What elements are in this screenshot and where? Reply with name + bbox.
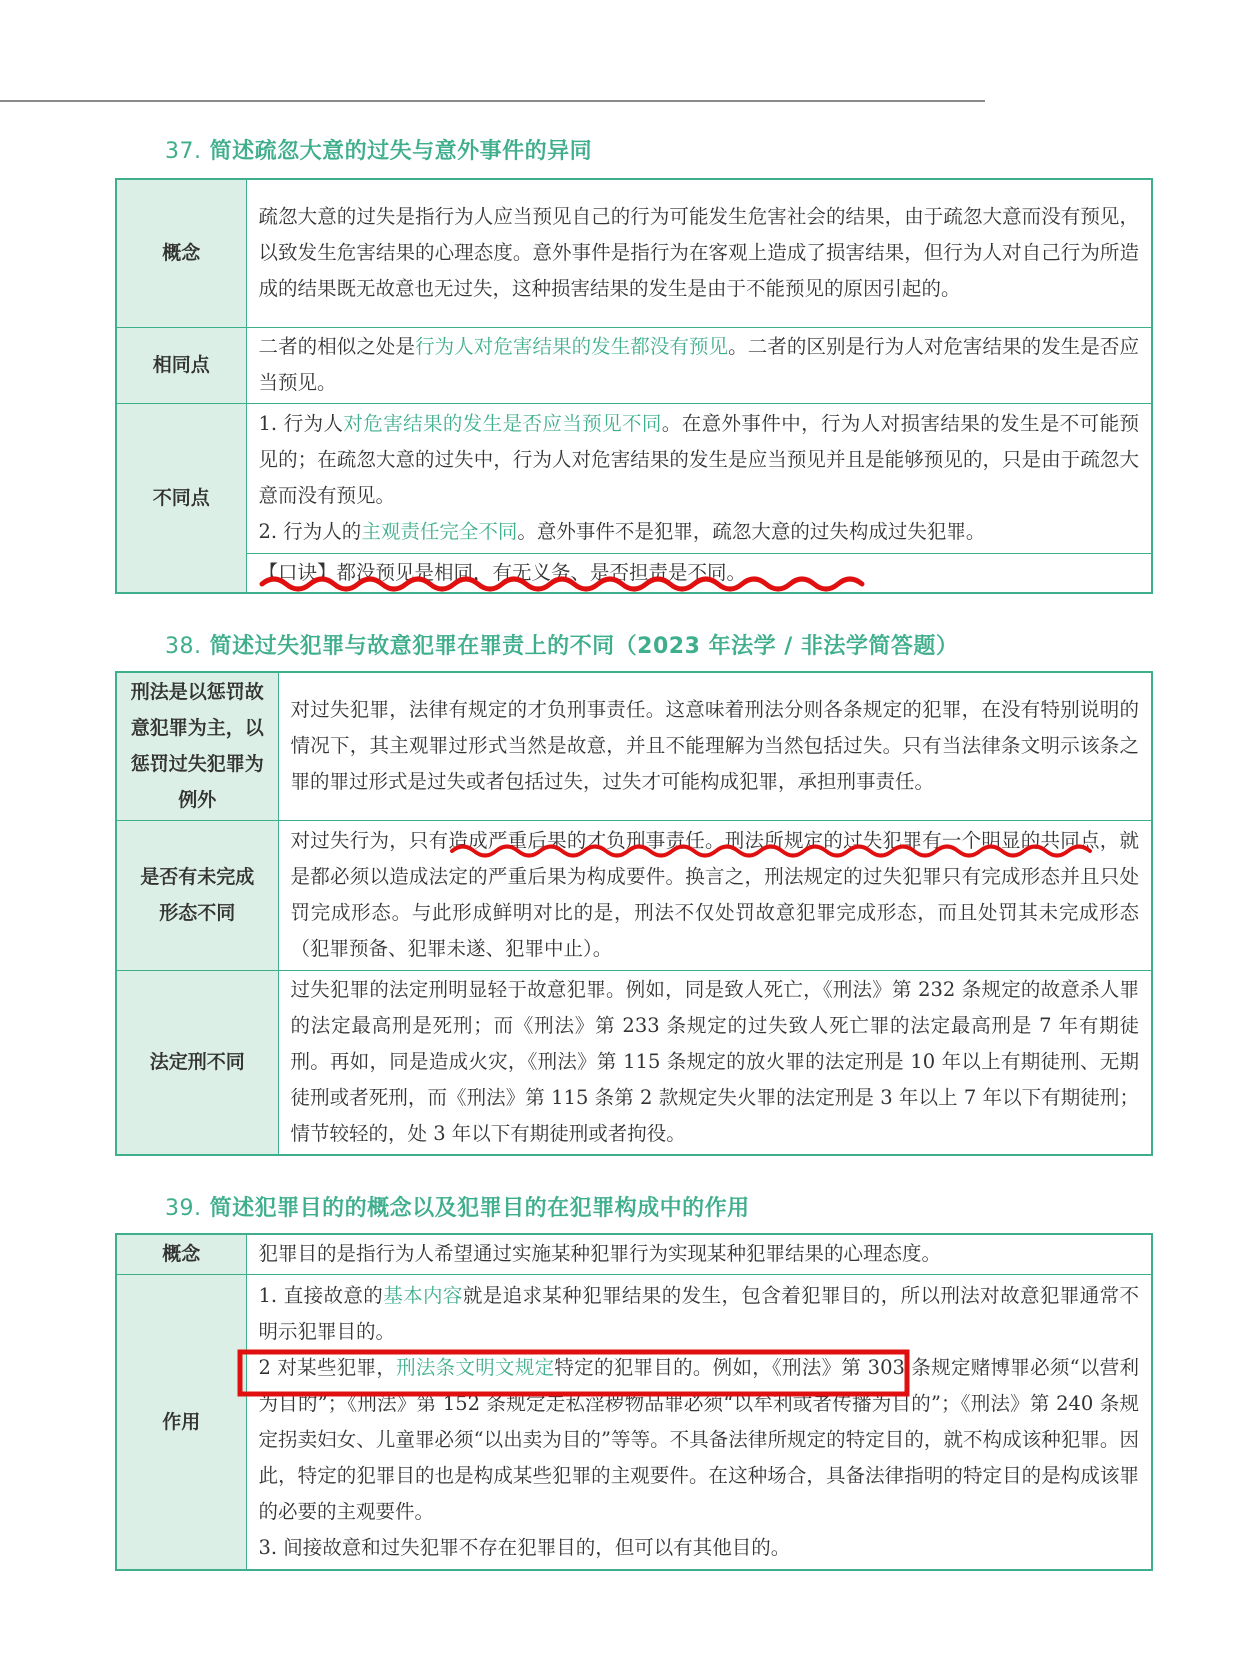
q39-title-text: 简述犯罪目的的概念以及犯罪目的在犯罪构成中的作用	[209, 1196, 750, 1221]
q39-concept-label: 概念	[116, 1234, 246, 1274]
q37-same-text	[259, 329, 1140, 401]
text-span: 就是追求某种犯罪结果的发生，包含着犯罪目的，所以刑法对故意犯罪通常不明示犯罪目的。	[258, 1283, 1139, 1343]
q39-table	[115, 1233, 1153, 1571]
q39-title	[165, 1191, 750, 1222]
q37-diff-label: 不同点	[116, 403, 246, 593]
q38-row1-label: 刑法是以惩罚故意犯罪为主，以惩罚过失犯罪为例外	[116, 672, 278, 820]
text-span: 2. 行为人的	[258, 520, 362, 543]
q39-role-item-2	[259, 1350, 1140, 1530]
q38-row1-cell	[278, 672, 1152, 820]
q38-row3-label: 法定刑不同	[116, 970, 278, 1155]
q39-role-item-1	[259, 1278, 1140, 1350]
highlight-text: 行为人对危害结果的发生都没有预见	[415, 335, 729, 358]
q37-concept-label: 概念	[116, 179, 246, 327]
q39-concept-cell	[246, 1234, 1152, 1274]
q38-table	[115, 671, 1153, 1156]
q39-role-label: 作用	[116, 1274, 246, 1570]
q38-row2-text: 对过失行为，只有造成严重后果的才负刑事责任。刑法所规定的过失犯罪有一个明显的共同点，就是都必须以造成法定的严重后果为构成要件。换言之，刑法规定的过失犯罪只有完成形态并且只处罚完成形态。与此形成鲜明对比的是，刑法不仅处罚故意犯罪完成形态，而且处罚其未完成形态（犯罪预备、犯罪未遂、犯罪中止）。	[290, 829, 1139, 960]
q39-role-cell	[246, 1274, 1152, 1570]
q38-row2-label: 是否有未完成形态不同	[116, 820, 278, 970]
q38-title	[165, 629, 958, 660]
text-span: 特定的犯罪目的。例如，《刑法》第 303 条规定赌博罪必须“以营利为目的”；《刑法》第 152 条规定走私淫秽物品罪必须“以牟利或者传播为目的”；《刑法》第 240 条规定拐卖妇女、儿童罪必须“以出卖为目的”等等。不具备法律所规定的特定目的，就不构成该种犯罪。因此，特定的犯罪目的也是构成某些犯罪的主观要件。在这种场合，具备法律指明的特定目的是构成该罪的必要的主观要件。	[258, 1355, 1139, 1523]
q37-same-cell	[246, 327, 1152, 403]
q37-title	[165, 134, 592, 165]
q37-table	[115, 178, 1153, 594]
q37-same-label: 相同点	[116, 327, 246, 403]
q38-number: 38.	[165, 634, 202, 659]
highlight-text: 主观责任完全不同	[361, 520, 518, 543]
q37-number: 37.	[165, 139, 202, 164]
text-span: 1. 行为人	[258, 412, 344, 435]
q37-diff-cell	[246, 403, 1152, 553]
q39-number: 39.	[165, 1196, 202, 1221]
text-span: 1. 直接故意的	[258, 1283, 384, 1307]
q38-title-text: 简述过失犯罪与故意犯罪在罪责上的不同（2023 年法学 / 非法学简答题）	[209, 634, 959, 659]
text-span: 。在意外事件中，行为人对损害结果的发生是不可能预见的；在疏忽大意的过失中，行为人对危害结果的发生是应当预见并且是能够预见的，只是由于疏忽大意而没有预见。	[258, 412, 1139, 507]
q39-role-item-3: 3. 间接故意和过失犯罪不存在犯罪目的，但可以有其他目的。	[258, 1535, 791, 1559]
highlight-text: 对危害结果的发生是否应当预见不同	[343, 412, 662, 435]
q38-row3-text: 过失犯罪的法定刑明显轻于故意犯罪。例如，同是致人死亡，《刑法》第 232 条规定的故意杀人罪的法定最高刑是死刑；而《刑法》第 233 条规定的过失致人死亡罪的法定最高刑是 7 年有期徒刑。再如，同是造成火灾，《刑法》第 115 条规定的放火罪的法定刑是 10 年以上有期徒刑、无期徒刑或者死刑，而《刑法》第 115 条第 2 款规定失火罪的法定刑是 3 年以上 7 年以下有期徒刑；情节较轻的，处 3 年以下有期徒刑或者拘役。	[290, 978, 1139, 1146]
q37-title-text: 简述疏忽大意的过失与意外事件的异同	[209, 139, 593, 164]
q38-row1-text: 对过失犯罪，法律有规定的才负刑事责任。这意味着刑法分则各条规定的犯罪，在没有特别说明的情况下，其主观罪过形式当然是故意，并且不能理解为当然包括过失。只有当法律条文明示该条之罪的罪过形式是过失或者包括过失，过失才可能构成犯罪，承担刑事责任。	[290, 698, 1139, 794]
text-span: 。意外事件不是犯罪，疏忽大意的过失构成过失犯罪。	[517, 520, 986, 543]
q37-mnemonic: 【口诀】都没预见是相同，有无义务、是否担责是不同。	[246, 553, 1152, 593]
text-span: 2 对某些犯罪，	[258, 1355, 397, 1379]
top-rule	[0, 100, 985, 102]
text-span: 二者的相似之处是	[258, 335, 416, 358]
q39-concept-text: 犯罪目的是指行为人希望通过实施某种犯罪行为实现某种犯罪结果的心理态度。	[258, 1242, 942, 1266]
q37-concept-text: 疏忽大意的过失是指行为人应当预见自己的行为可能发生危害社会的结果，由于疏忽大意而没有预见，以致发生危害结果的心理态度。意外事件是指行为在客观上造成了损害结果，但行为人对自己行为所造成的结果既无故意也无过失，这种损害结果的发生是由于不能预见的原因引起的。	[258, 205, 1139, 301]
highlight-text: 基本内容	[383, 1283, 463, 1307]
q38-row2-cell	[278, 820, 1152, 970]
highlight-text: 刑法条文明文规定	[396, 1355, 555, 1379]
q37-diff-item-1	[259, 406, 1140, 514]
q37-diff-item-2	[259, 514, 1140, 550]
q37-concept-cell	[246, 179, 1152, 327]
q38-row3-cell	[278, 970, 1152, 1155]
text-span: 。二者的区别是行为人对危害结果的发生是否应当预见。	[258, 335, 1139, 394]
